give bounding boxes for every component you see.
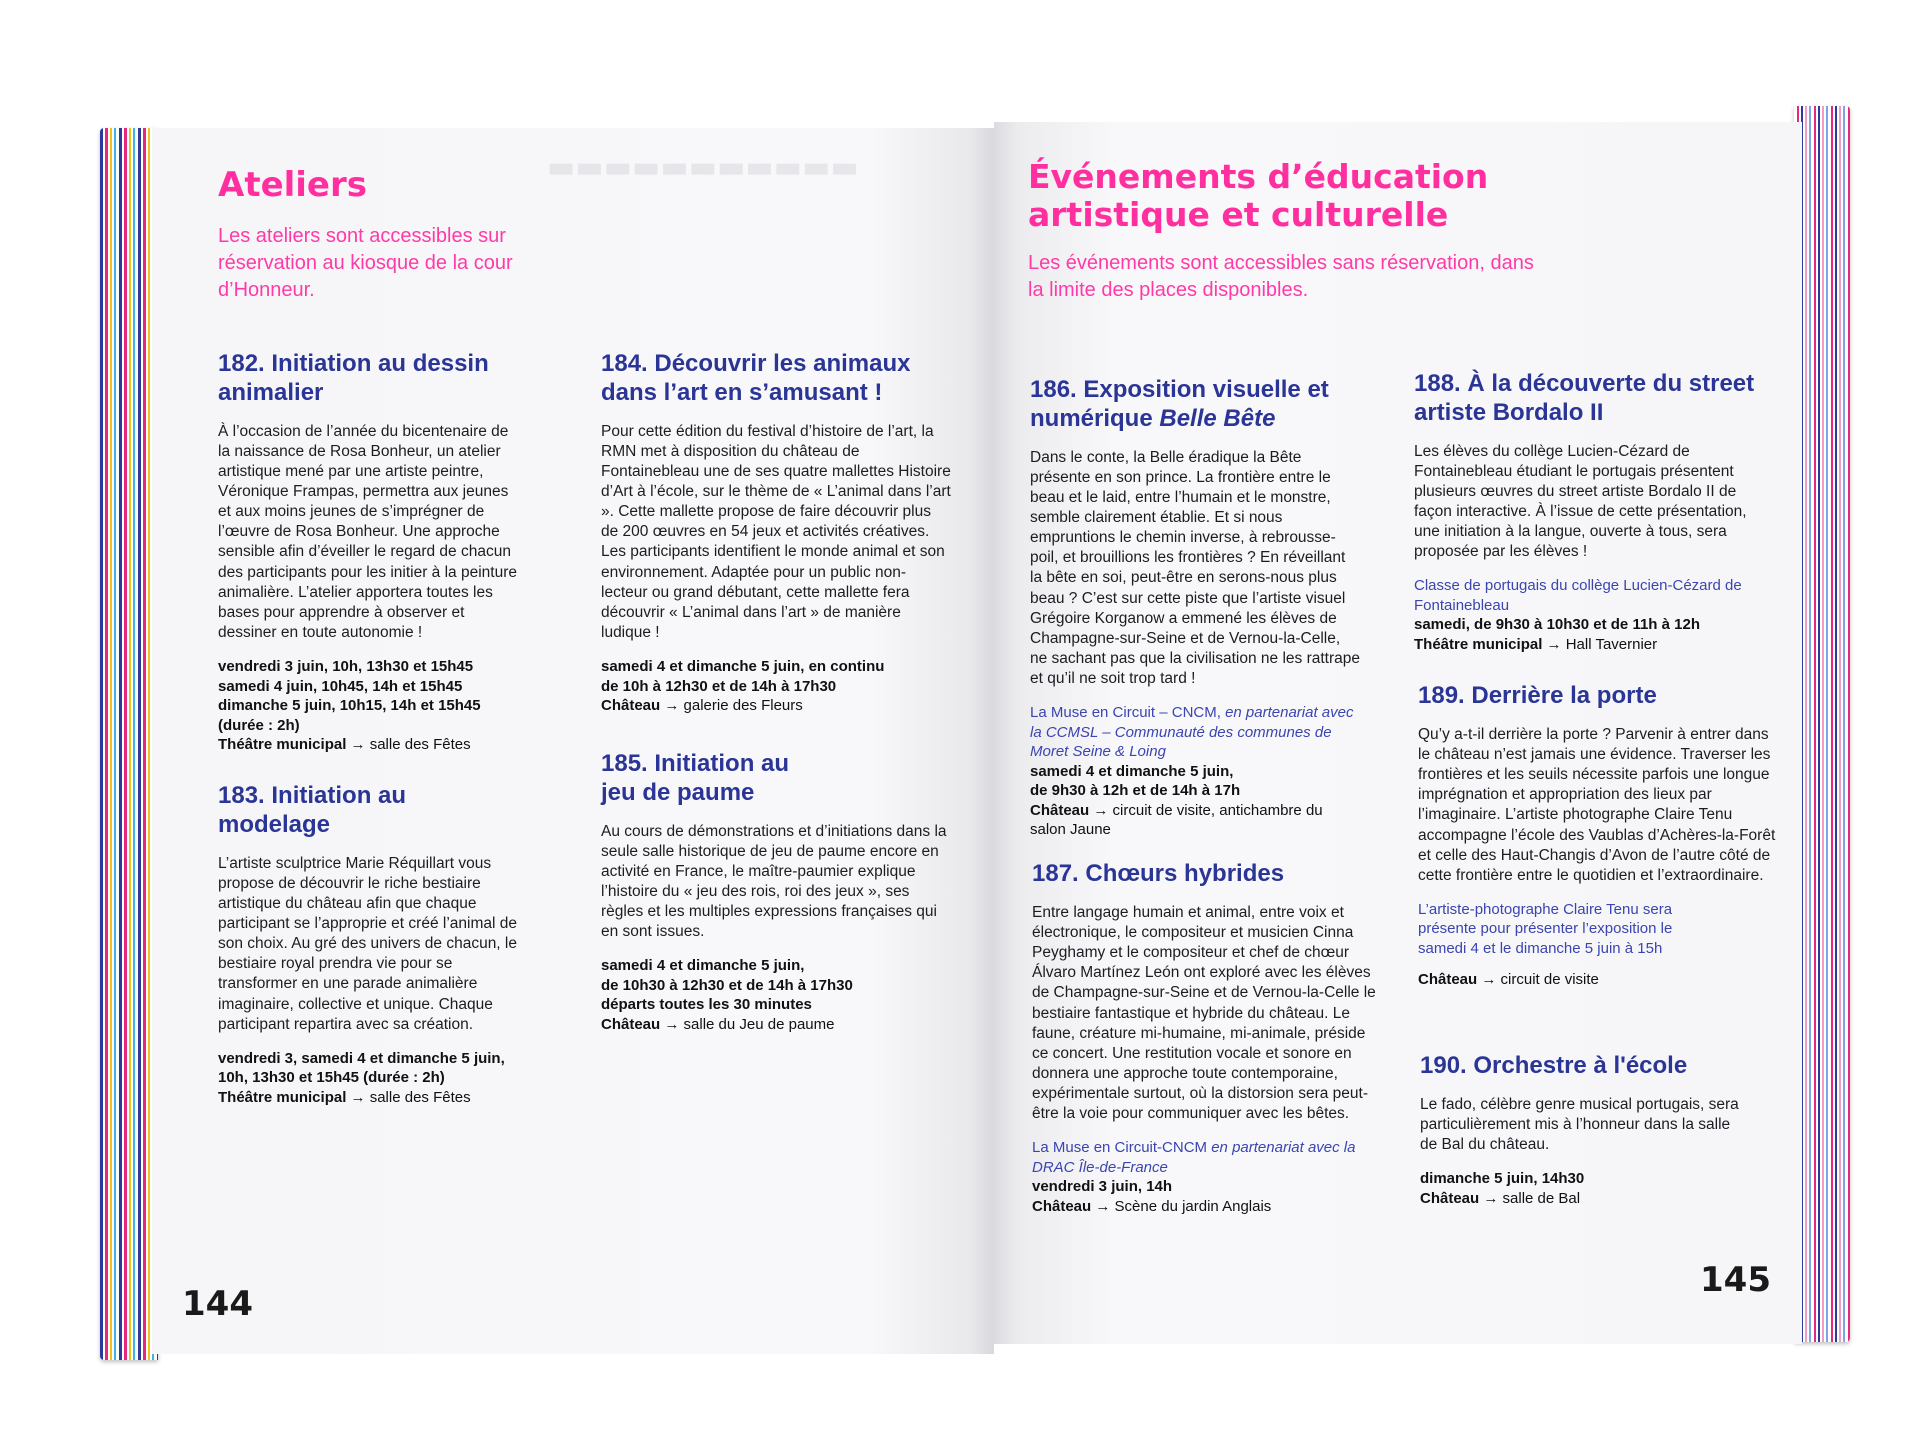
entry-187 xyxy=(1032,860,1382,1216)
entry-body: Le fado, célèbre genre musical portugais, sera particulièrement mis à l’honneur dans la salle de Bal du château. xyxy=(1420,1095,1739,1154)
entry-venue xyxy=(601,1015,951,1035)
entry-body: Au cours de démonstrations et d’initiations dans la seule salle historique de jeu de paume encore en activité en France, le maître-paumier explique l’histoire du « jeu des rois, roi des jeux », ses règles et les multiples expressions françaises qui en sont issues. xyxy=(601,822,947,941)
schedule-line: samedi 4 et dimanche 5 juin, xyxy=(601,957,805,975)
venue-room: galerie des Fleurs xyxy=(683,697,803,715)
credit-italic: en partenariat avec la DRAC Île-de-France xyxy=(1032,1139,1356,1176)
venue-name: Château xyxy=(1420,1189,1480,1207)
section-title-line: artistique et culturelle xyxy=(1028,194,1449,234)
arrow-icon: → xyxy=(350,1088,366,1106)
entry-body: Qu’y a-t-il derrière la porte ? Parvenir à entrer dans le château n’est jamais une évidence. Traverser les frontières et les seuils nécessite parfois une longue imprégnation et appropriation des lieux par l’imaginaire. L’artiste photographe Claire Tenu accompagne l’école des Vaublas d’Achères-la-Forêt et celle des Haut-Changis d’Avon de l’autre côté de cette frontière entre le quotidien et l’extraordinaire. xyxy=(1418,725,1776,884)
schedule-line: 10h, 13h30 et 15h45 (durée : 2h) xyxy=(218,1069,445,1087)
schedule-line: dimanche 5 juin, 14h30 xyxy=(1420,1170,1585,1188)
credit-text: La Muse en Circuit-CNCM xyxy=(1032,1139,1208,1157)
page-number: 144 xyxy=(182,1284,253,1324)
right-page-edges xyxy=(1794,106,1850,1342)
schedule-line: de 10h à 12h30 et de 14h à 17h30 xyxy=(601,677,837,695)
entry-body: L’artiste sculptrice Marie Réquillart vous propose de découvrir le riche bestiaire artistique du château afin que chaque participant se l’approprie et créé l’animal de son choix. Au gré des univers de chacun, le bestiaire royal prendra vie pour se transformer en une parade animalière imaginaire, collective et unique. Chaque participant repartira avec sa création. xyxy=(218,854,517,1033)
entry-188 xyxy=(1414,370,1774,654)
entry-title: 185. Initiation au jeu de paume xyxy=(601,750,790,806)
entry-credit xyxy=(1030,703,1360,762)
venue-name: Château xyxy=(1418,971,1478,989)
entry-schedule xyxy=(218,657,518,735)
arrow-icon: → xyxy=(1481,971,1497,989)
venue-room: Scène du jardin Anglais xyxy=(1114,1197,1272,1215)
schedule-line: samedi 4 et dimanche 5 juin, en continu xyxy=(601,658,885,676)
venue-room: salle des Fêtes xyxy=(369,1088,471,1106)
entry-body: Les élèves du collège Lucien-Cézard de Fontainebleau étudiant le portugais présentent plusieurs œuvres du street artiste Bordalo II de façon interactive. À l’issue de cette présentation, une initiation à la langue, ouverte à tous, sera proposée par les élèves ! xyxy=(1414,442,1747,561)
entry-body: À l’occasion de l’année du bicentenaire de la naissance de Rosa Bonheur, un atelier artistique mené par une artiste peintre, Véronique Frampas, permettra aux jeunes et aux moins jeunes de s’imprégner de l’œuvre de Rosa Bonheur. Une approche sensible afin d’éveiller le regard de chacun des participants pour les initier à la peinture animalière. L’atelier apportera toutes les bases pour apprendre à observer et dessiner en toute autonomie ! xyxy=(218,422,517,641)
arrow-icon: → xyxy=(1095,1197,1111,1215)
right-page xyxy=(994,122,1802,1344)
schedule-line: de 10h30 à 12h30 et de 14h à 17h30 xyxy=(601,976,853,994)
entry-182 xyxy=(218,350,518,755)
arrow-icon: → xyxy=(350,736,366,754)
schedule-line: vendredi 3 juin, 10h, 13h30 et 15h45 xyxy=(218,658,474,676)
schedule-line: samedi 4 juin, 10h45, 14h et 15h45 xyxy=(218,677,463,695)
venue-name: Théâtre municipal xyxy=(1414,635,1543,653)
venue-name: Théâtre municipal xyxy=(218,736,347,754)
credit-italic: en partenariat avec la CCMSL – Communauté des communes de Moret Seine & Loing xyxy=(1030,704,1354,761)
arrow-icon: → xyxy=(1093,801,1109,819)
venue-room: salle des Fêtes xyxy=(369,736,471,754)
venue-name: Château xyxy=(1032,1197,1092,1215)
venue-name: Château xyxy=(601,1015,661,1033)
entry-190 xyxy=(1420,1052,1780,1208)
entry-venue xyxy=(601,696,951,716)
left-page xyxy=(152,128,994,1354)
entry-185 xyxy=(601,750,951,1034)
section-intro: Les ateliers sont accessibles sur réservation au kiosque de la cour d’Honneur. xyxy=(218,225,513,301)
entry-title: 183. Initiation au modelage xyxy=(218,782,407,838)
entry-venue xyxy=(1418,970,1778,990)
schedule-line: (durée : 2h) xyxy=(218,716,300,734)
venue-room: salle de Bal xyxy=(1502,1189,1581,1207)
venue-room: circuit de visite, antichambre du salon Jaune xyxy=(1030,801,1323,839)
section-title-line: Événements d’éducation xyxy=(1028,157,1489,196)
venue-room: Hall Tavernier xyxy=(1565,635,1658,653)
entry-schedule xyxy=(218,1049,518,1088)
title-italic: Belle Bête xyxy=(1159,404,1276,432)
title-text: 186. Exposition visuelle et numérique xyxy=(1030,376,1329,432)
entry-venue xyxy=(218,735,518,755)
entry-venue xyxy=(1032,1197,1382,1217)
left-page-edges xyxy=(100,128,158,1360)
entry-title xyxy=(1030,376,1360,434)
entry-183 xyxy=(218,782,518,1107)
schedule-line: vendredi 3, samedi 4 et dimanche 5 juin, xyxy=(218,1049,505,1067)
credit-text: La Muse en Circuit – CNCM, xyxy=(1030,704,1221,722)
entry-body: Dans le conte, la Belle éradique la Bête présente en son prince. La frontière entre le beau et le laid, entre l’humain et le monstre, semble clairement établie. Et si nous empruntions le chemin inverse, à rebrousse-poil, et brouillions les frontières ? En réveillant la bête en soi, peut-être en serons-nous plus beau ? C’est sur cette piste que l’artiste visuel Grégoire Korganow a emmené les élèves de Champagne-sur-Seine et de Vernou-la-Celle, ne sachant pas que la civilisation ne les rattrape et qu’il ne soit trop tard ! xyxy=(1030,448,1361,688)
entry-venue xyxy=(1030,801,1360,840)
page-number: 145 xyxy=(1700,1260,1771,1300)
venue-name: Château xyxy=(601,697,661,715)
entry-title: 189. Derrière la porte xyxy=(1418,682,1657,709)
schedule-line: départs toutes les 30 minutes xyxy=(601,996,812,1014)
entry-189 xyxy=(1418,682,1778,990)
venue-room: salle du Jeu de paume xyxy=(683,1015,835,1033)
entry-venue xyxy=(1414,635,1774,655)
open-book xyxy=(100,100,1850,1360)
section-title: Ateliers xyxy=(218,165,367,205)
schedule-line: vendredi 3 juin, 14h xyxy=(1032,1178,1173,1196)
arrow-icon: → xyxy=(1546,635,1562,653)
show-through-text: ▬▬▬▬▬▬▬▬▬▬▬ xyxy=(547,150,859,185)
arrow-icon: → xyxy=(1483,1189,1499,1207)
entry-title: 188. À la découverte du street artiste Bordalo II xyxy=(1414,370,1755,426)
entry-schedule xyxy=(601,956,951,1015)
entry-venue xyxy=(1420,1189,1780,1209)
schedule-line: de 9h30 à 12h et de 14h à 17h xyxy=(1030,782,1241,800)
schedule-line: samedi 4 et dimanche 5 juin, xyxy=(1030,762,1234,780)
entry-body: Pour cette édition du festival d’histoire de l’art, la RMN met à disposition du château de Fontainebleau une de ses quatre mallettes Histoire d’Art à l’école, sur le thème de « L’animal dans l’art ». Cette mallette propose de faire découvrir plus de 200 œuvres en 54 jeux et activités créatives. Les participants identifient le monde animal et son environnement. Adaptée pour un public non-lecteur ou grand débutant, cette mallette fera découvrir « L’animal dans l’art » de manière ludique ! xyxy=(601,422,951,641)
entry-venue xyxy=(218,1088,518,1108)
entry-186 xyxy=(1030,376,1360,840)
arrow-icon: → xyxy=(664,697,680,715)
section-intro: Les événements sont accessibles sans réservation, dans la limite des places disponibles. xyxy=(1028,252,1534,301)
schedule-line: samedi, de 9h30 à 10h30 et de 11h à 12h xyxy=(1414,616,1700,634)
venue-name: Théâtre municipal xyxy=(218,1088,347,1106)
entry-schedule xyxy=(601,657,951,696)
entry-body: Entre langage humain et animal, entre voix et électronique, le compositeur et musicien Cinna Peyghamy et le compositeur et chef de chœur Álvaro Martínez León ont exploré avec les élèves de Champagne-sur-Seine et de Vernou-la-Celle le bestiaire fantastique et hybride du château. Le faune, créature mi-humaine, mi-animale, préside ce concert. Une restitution vocale et sonore en donnera une approche toute contemporaine, expérimentale surtout, où la distorsion sera peut-être la voie pour communiquer avec les bêtes. xyxy=(1032,903,1376,1123)
venue-name: Château xyxy=(1030,801,1090,819)
entry-title: 187. Chœurs hybrides xyxy=(1032,860,1285,887)
entry-credit: Classe de portugais du collège Lucien-Cézard de Fontainebleau xyxy=(1414,577,1742,614)
entry-title: 184. Découvrir les animaux dans l’art en s’amusant ! xyxy=(601,350,911,406)
entry-184 xyxy=(601,350,951,716)
entry-credit xyxy=(1032,1138,1382,1177)
arrow-icon: → xyxy=(664,1015,680,1033)
schedule-line: dimanche 5 juin, 10h15, 14h et 15h45 xyxy=(218,697,481,715)
entry-title: 190. Orchestre à l'école xyxy=(1420,1052,1688,1079)
entry-credit: L’artiste-photographe Claire Tenu sera présente pour présenter l’exposition le samedi 4 et le dimanche 5 juin à 15h xyxy=(1418,900,1673,957)
entry-title: 182. Initiation au dessin animalier xyxy=(218,350,489,406)
venue-room: circuit de visite xyxy=(1500,971,1599,989)
section-title xyxy=(1028,158,1488,234)
